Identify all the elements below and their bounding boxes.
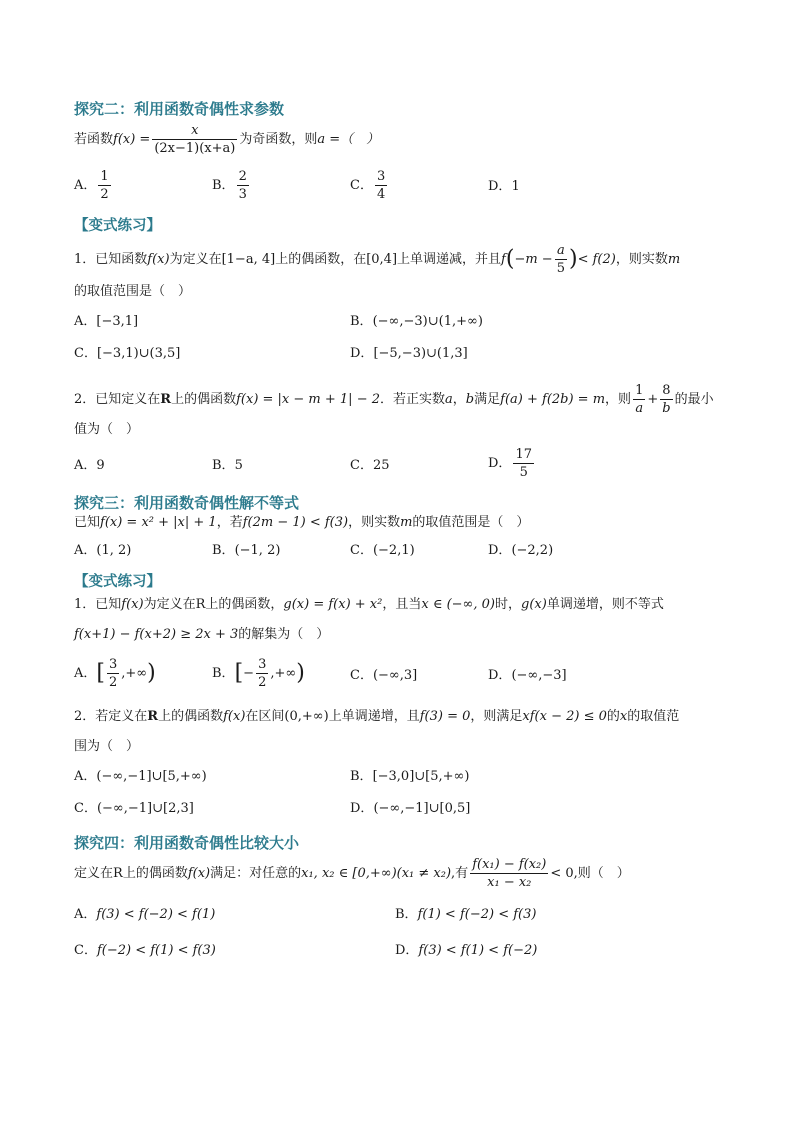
section-heading-explore-4: 探究四：利用函数奇偶性比较大小 xyxy=(74,834,300,852)
option-label: D． xyxy=(488,456,512,471)
stem-text: ， xyxy=(452,392,466,407)
stem-text: 的解集为（ ） xyxy=(238,627,330,642)
math-inline: x₁, x₂ ∈ [0,+∞)(x₁ ≠ x₂) xyxy=(301,866,452,881)
stem-text: 为定义在 xyxy=(143,597,196,612)
math-inline: f(a) + f(2b) = m xyxy=(500,392,606,407)
question-stem xyxy=(74,124,379,155)
option-value: (−2,1) xyxy=(372,543,415,558)
option-label: A． xyxy=(74,458,97,473)
math-inline: < 0, xyxy=(550,866,578,881)
option-c[interactable] xyxy=(74,942,216,960)
fraction-denominator: 2 xyxy=(100,187,109,202)
option-label: B． xyxy=(350,314,373,329)
bracket-close: ) xyxy=(296,660,305,686)
option-fraction xyxy=(375,170,387,201)
option-value: [−3,1] xyxy=(96,314,139,329)
stem-text: 上单调递减，并且 xyxy=(397,252,502,267)
question-stem xyxy=(74,514,529,532)
fraction-numerator: f(x₁) − f(x₂) xyxy=(472,857,547,872)
stem-text: 2．已知定义在 xyxy=(74,392,161,407)
option-label: D． xyxy=(350,801,374,816)
option-d[interactable] xyxy=(350,345,468,363)
math-inline: f(x) xyxy=(147,252,170,267)
option-label: C． xyxy=(350,668,373,683)
math-inline: f(x) xyxy=(121,597,144,612)
option-value: (−∞,−1]∪[5,+∞) xyxy=(96,769,207,784)
option-d[interactable] xyxy=(350,800,470,818)
option-c[interactable] xyxy=(74,800,194,818)
function-fraction xyxy=(152,124,237,155)
question-stem xyxy=(74,858,630,889)
option-value: [−3,0]∪[5,+∞) xyxy=(372,769,470,784)
option-d[interactable] xyxy=(488,667,567,685)
stem-text: 定义在 xyxy=(74,866,114,881)
option-a[interactable] xyxy=(74,170,113,201)
question-1-line-2 xyxy=(74,626,329,644)
option-value: 1 xyxy=(511,179,520,194)
stem-text: 1．已知 xyxy=(74,597,122,612)
stem-answer: a =（ ） xyxy=(317,132,380,147)
math-inline: R xyxy=(113,866,123,881)
stem-text: 在区间 xyxy=(245,709,285,724)
paren-open: ( xyxy=(505,246,515,272)
option-c[interactable] xyxy=(350,457,390,475)
paren-close: ) xyxy=(568,246,578,272)
option-label: C． xyxy=(350,458,373,473)
stem-text: ,有 xyxy=(451,866,469,881)
section-heading-explore-3: 探究三：利用函数奇偶性解不等式 xyxy=(74,494,300,512)
option-d[interactable] xyxy=(488,178,520,196)
stem-text: 已知 xyxy=(74,515,101,530)
option-value: (−∞,3] xyxy=(372,668,418,683)
fraction-denominator: 5 xyxy=(519,465,528,480)
option-label: D． xyxy=(488,179,512,194)
fraction-numerator: 3 xyxy=(376,169,386,184)
option-a[interactable] xyxy=(74,542,131,560)
bracket-open: [ xyxy=(234,660,244,686)
inline-fraction xyxy=(555,244,567,275)
math-inline: [1−a, 4] xyxy=(221,252,276,267)
option-label: D． xyxy=(395,943,419,958)
stem-text: 上单调递增，且 xyxy=(328,709,420,724)
option-fraction xyxy=(107,658,119,689)
option-value: f(1) < f(−2) < f(3) xyxy=(417,907,537,922)
fraction-numerator: 2 xyxy=(238,169,247,184)
option-label: C． xyxy=(350,178,373,193)
option-value: f(3) < f(1) < f(−2) xyxy=(418,943,538,958)
math-inline: x xyxy=(619,709,628,724)
fraction-denominator: b xyxy=(662,401,671,416)
option-value: [−3,1)∪(3,5] xyxy=(96,346,181,361)
math-inline: f xyxy=(501,252,506,267)
option-label: B． xyxy=(212,666,235,681)
stem-text: 的取值范围是（ ） xyxy=(412,515,530,530)
inline-fraction xyxy=(633,384,645,415)
option-value: ,+∞ xyxy=(270,666,297,681)
inline-fraction xyxy=(470,858,548,889)
math-inline: g(x) xyxy=(521,597,547,612)
option-b[interactable] xyxy=(350,768,469,786)
stem-text: 上的偶函数，在 xyxy=(275,252,367,267)
option-label: A． xyxy=(74,178,97,193)
fraction-numerator: 3 xyxy=(258,657,267,672)
fraction-denominator: a xyxy=(635,401,644,416)
fraction-numerator: 1 xyxy=(635,383,644,398)
option-d[interactable] xyxy=(488,542,553,560)
question-1-line-1 xyxy=(74,596,664,614)
stem-text: 为定义在 xyxy=(169,252,222,267)
option-c[interactable] xyxy=(350,667,417,685)
stem-text: 的 xyxy=(606,709,620,724)
option-label: B． xyxy=(212,543,235,558)
stem-text: ，则 xyxy=(605,392,632,407)
option-b[interactable] xyxy=(212,542,280,560)
math-inline: g(x) = f(x) + x² xyxy=(283,597,383,612)
option-label: A． xyxy=(74,543,97,558)
stem-text: 上的偶函数 xyxy=(171,392,237,407)
option-a[interactable] xyxy=(74,457,105,475)
option-b[interactable] xyxy=(212,658,305,689)
fraction-numerator: 8 xyxy=(660,384,672,400)
option-label: B． xyxy=(212,178,235,193)
option-label: A． xyxy=(74,769,97,784)
option-b[interactable] xyxy=(395,906,536,924)
option-fraction xyxy=(237,170,249,201)
math-inline: f(x) xyxy=(223,709,246,724)
math-inline: a xyxy=(445,392,453,407)
option-label: C． xyxy=(74,801,97,816)
stem-text: 单调递增，则不等式 xyxy=(546,597,664,612)
stem-text: 上的偶函数 xyxy=(158,709,224,724)
math-inline: f(x+1) − f(x+2) ≥ 2x + 3 xyxy=(74,627,239,642)
math-inline: R xyxy=(160,392,172,407)
stem-text: ，若 xyxy=(216,515,243,530)
option-value: (−1, 2) xyxy=(234,543,281,558)
option-label: C． xyxy=(74,346,97,361)
math-inline: b xyxy=(465,392,475,407)
option-label: D． xyxy=(488,543,512,558)
math-inline: [0,4] xyxy=(366,252,398,267)
option-label: D． xyxy=(350,346,374,361)
math-inline: < f(2) xyxy=(577,252,616,267)
fraction-denominator: 2 xyxy=(258,675,267,690)
option-c[interactable] xyxy=(350,170,389,201)
stem-text: 1．已知函数 xyxy=(74,252,148,267)
fraction-numerator: x xyxy=(152,124,237,140)
math-inline: R xyxy=(147,709,159,724)
question-2-line-2: 围为（ ） xyxy=(74,739,140,754)
option-value: (−∞,−3] xyxy=(511,668,567,683)
math-inline: f(x) = |x − m + 1| − 2 xyxy=(236,392,380,407)
option-label: A． xyxy=(74,314,97,329)
question-2-line-1 xyxy=(74,384,714,415)
fraction-numerator: a xyxy=(555,244,567,260)
math-inline: m xyxy=(400,515,413,530)
option-b[interactable] xyxy=(212,170,251,201)
option-value: f(−2) < f(1) < f(3) xyxy=(96,943,216,958)
bracket-open: [ xyxy=(96,660,105,686)
stem-text: 为奇函数，则 xyxy=(239,132,318,147)
stem-text: 满足：对任意的 xyxy=(210,866,302,881)
option-c[interactable] xyxy=(74,345,180,363)
fraction-denominator: x₁ − x₂ xyxy=(487,875,532,890)
math-inline: (0,+∞) xyxy=(284,709,329,724)
math-inline: f(x) = x² + |x| + 1 xyxy=(100,515,217,530)
option-value: − xyxy=(243,666,255,681)
option-value: ,+∞ xyxy=(121,666,148,681)
option-value: [−5,−3)∪(1,3] xyxy=(373,346,468,361)
question-1-line-2: 的取值范围是（ ） xyxy=(74,284,192,299)
fraction-denominator: (2x−1)(x+a) xyxy=(154,141,236,156)
option-value: (−∞,−1]∪[2,3] xyxy=(96,801,194,816)
section-heading-explore-2: 探究二：利用函数奇偶性求参数 xyxy=(74,100,285,118)
stem-text: 满足 xyxy=(474,392,501,407)
option-value: (−∞,−3)∪(1,+∞) xyxy=(372,314,483,329)
option-a[interactable] xyxy=(74,313,138,331)
option-a[interactable] xyxy=(74,768,207,786)
stem-text: ，则实数 xyxy=(615,252,668,267)
bracket-close: ) xyxy=(147,660,156,686)
option-value: 9 xyxy=(96,458,105,473)
option-a[interactable] xyxy=(74,658,156,689)
option-fraction xyxy=(513,448,534,479)
math-inline: −m − xyxy=(514,252,553,267)
stem-text: 上的偶函数 xyxy=(122,866,188,881)
stem-text: 的取值范 xyxy=(627,709,680,724)
option-c[interactable] xyxy=(350,542,415,560)
question-1-line-1 xyxy=(74,244,680,275)
function-lhs: f(x) = xyxy=(113,132,151,147)
option-value: (1, 2) xyxy=(96,543,132,558)
stem-text: 2．若定义在 xyxy=(74,709,148,724)
option-label: B． xyxy=(212,458,235,473)
option-label: C． xyxy=(74,943,97,958)
math-inline: x ∈ (−∞, 0) xyxy=(421,597,495,612)
option-label: A． xyxy=(74,907,97,922)
option-d[interactable] xyxy=(395,942,537,960)
fraction-numerator: 1 xyxy=(100,169,109,184)
option-b[interactable] xyxy=(350,313,483,331)
stem-text: ，则满足 xyxy=(470,709,523,724)
inline-fraction xyxy=(660,384,672,415)
stem-text: 则（ ） xyxy=(577,866,630,881)
math-inline: + xyxy=(647,392,659,407)
option-label: B． xyxy=(395,907,418,922)
question-2-line-1 xyxy=(74,708,679,726)
option-d[interactable] xyxy=(488,448,536,479)
option-label: B． xyxy=(350,769,373,784)
math-inline: xf(x − 2) ≤ 0 xyxy=(522,709,607,724)
question-2-line-2: 值为（ ） xyxy=(74,422,140,437)
math-inline: m xyxy=(667,252,681,267)
stem-text: ，且当 xyxy=(382,597,422,612)
option-value: (−∞,−1]∪[0,5] xyxy=(373,801,471,816)
fraction-denominator: 2 xyxy=(108,675,118,690)
option-label: A． xyxy=(74,666,97,681)
fraction-numerator: 3 xyxy=(108,657,118,672)
stem-text: 上的偶函数， xyxy=(205,597,284,612)
option-a[interactable] xyxy=(74,906,215,924)
stem-text: 的最小 xyxy=(674,392,714,407)
option-fraction xyxy=(98,170,110,201)
fraction-denominator: 5 xyxy=(556,261,565,276)
fraction-denominator: 4 xyxy=(376,187,386,202)
option-label: D． xyxy=(488,668,512,683)
option-value: 25 xyxy=(372,458,390,473)
stem-text: 若函数 xyxy=(74,132,114,147)
math-inline: f(x) xyxy=(187,866,211,881)
option-value: f(3) < f(−2) < f(1) xyxy=(96,907,216,922)
math-inline: f(2m − 1) < f(3) xyxy=(242,515,349,530)
section-heading-variant: 【变式练习】 xyxy=(74,218,161,234)
option-fraction xyxy=(256,658,268,689)
option-value: (−2,2) xyxy=(511,543,554,558)
fraction-numerator: 17 xyxy=(515,447,532,462)
option-label: C． xyxy=(350,543,373,558)
math-inline: R xyxy=(195,597,206,612)
math-inline: f(3) = 0 xyxy=(419,709,471,724)
fraction-denominator: 3 xyxy=(238,187,247,202)
stem-text: 时， xyxy=(495,597,522,612)
option-b[interactable] xyxy=(212,457,243,475)
section-heading-variant: 【变式练习】 xyxy=(74,574,161,590)
stem-text: ，则实数 xyxy=(348,515,401,530)
option-value: 5 xyxy=(234,458,243,473)
stem-text: ．若正实数 xyxy=(380,392,446,407)
